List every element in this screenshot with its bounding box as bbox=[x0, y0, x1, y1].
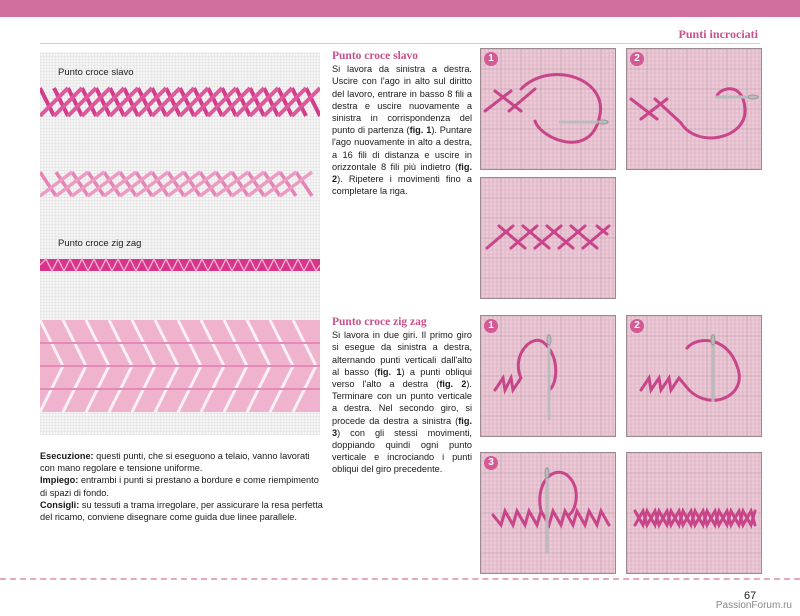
impiego-text: entrambi i punti si prestano a bordure e come riempimento di spazi di fondo. bbox=[40, 475, 319, 498]
figure-number: 2 bbox=[630, 52, 644, 66]
slavo-band-light bbox=[40, 164, 320, 204]
zigzag-figure-1 bbox=[480, 315, 616, 437]
page-number: 67 bbox=[744, 590, 757, 602]
zigzag-band-narrow bbox=[40, 256, 320, 274]
figure-number: 3 bbox=[484, 456, 498, 470]
consigli-text: su tessuti a trama irregolare, per assicurare la resa perfetta del ricamo, conviene disegnare come guida due linee parallele. bbox=[40, 499, 323, 523]
slavo-text: Si lavora da sinistra a destra. Uscire con l'ago in alto sul diritto del lavoro, entrare in basso 8 fili a destra e uscire nuovamente a sinistra in corrispondenza del punto di partenza (fig. 1). Puntare l'ago nuovamente in alto a destra, a 16 fili di distanza e uscire in orizzontale 8 fili più indietro (fig. 2). Ripetere i movimenti fino a completare la riga. bbox=[332, 64, 472, 197]
zigzag-instructions bbox=[332, 316, 472, 476]
impiego-label: Impiego: bbox=[40, 475, 79, 486]
figure-number: 2 bbox=[630, 319, 644, 333]
photo-label-zigzag: Punto croce zig zag bbox=[58, 238, 142, 249]
usage-notes bbox=[40, 450, 325, 523]
zigzag-figure-3 bbox=[480, 452, 616, 574]
esecuzione-text: questi punti, che si eseguono a telaio, vanno lavorati con mano regolare e tensione uniforme. bbox=[40, 451, 310, 474]
slavo-instructions bbox=[332, 50, 472, 197]
zigzag-title: Punto croce zig zag bbox=[332, 316, 427, 328]
watermark: PassionForum.ru bbox=[715, 600, 792, 611]
fabric-grid bbox=[627, 49, 761, 169]
footer-dashed-rule bbox=[0, 578, 800, 580]
consigli-label: Consigli: bbox=[40, 499, 80, 510]
fabric-grid bbox=[627, 316, 761, 436]
figure-number: 1 bbox=[484, 52, 498, 66]
esecuzione-label: Esecuzione: bbox=[40, 451, 94, 461]
fabric-grid bbox=[481, 49, 615, 169]
zigzag-band-wide bbox=[40, 320, 320, 412]
title-rule bbox=[40, 43, 760, 44]
slavo-figure-result bbox=[480, 177, 616, 299]
figure-number: 1 bbox=[484, 319, 498, 333]
zigzag-figure-2 bbox=[626, 315, 762, 437]
photo-label-slavo: Punto croce slavo bbox=[58, 67, 134, 78]
zigzag-figure-result bbox=[626, 452, 762, 574]
slavo-figure-2 bbox=[626, 48, 762, 170]
slavo-figure-1 bbox=[480, 48, 616, 170]
slavo-band-dark bbox=[40, 82, 320, 122]
section-title: Punti incrociati bbox=[678, 27, 758, 41]
embroidery-photo bbox=[40, 52, 320, 435]
slavo-title: Punto croce slavo bbox=[332, 50, 419, 62]
top-color-bar bbox=[0, 0, 800, 17]
zigzag-text: Si lavora in due giri. Il primo giro si esegue da sinistra a destra, alternando punti verticali dall'alto al basso (fig. 1) a punti obliqui verso l'alto a destra (fig. 2). Terminare con un punto verticale a destra. Nel secondo giro, si procede da destra a sinistra (fig. 3) con gli stessi movimenti, doppiando quindi ogni punto verticale e incrociando i punti obliqui del giro precedente. bbox=[332, 330, 472, 475]
